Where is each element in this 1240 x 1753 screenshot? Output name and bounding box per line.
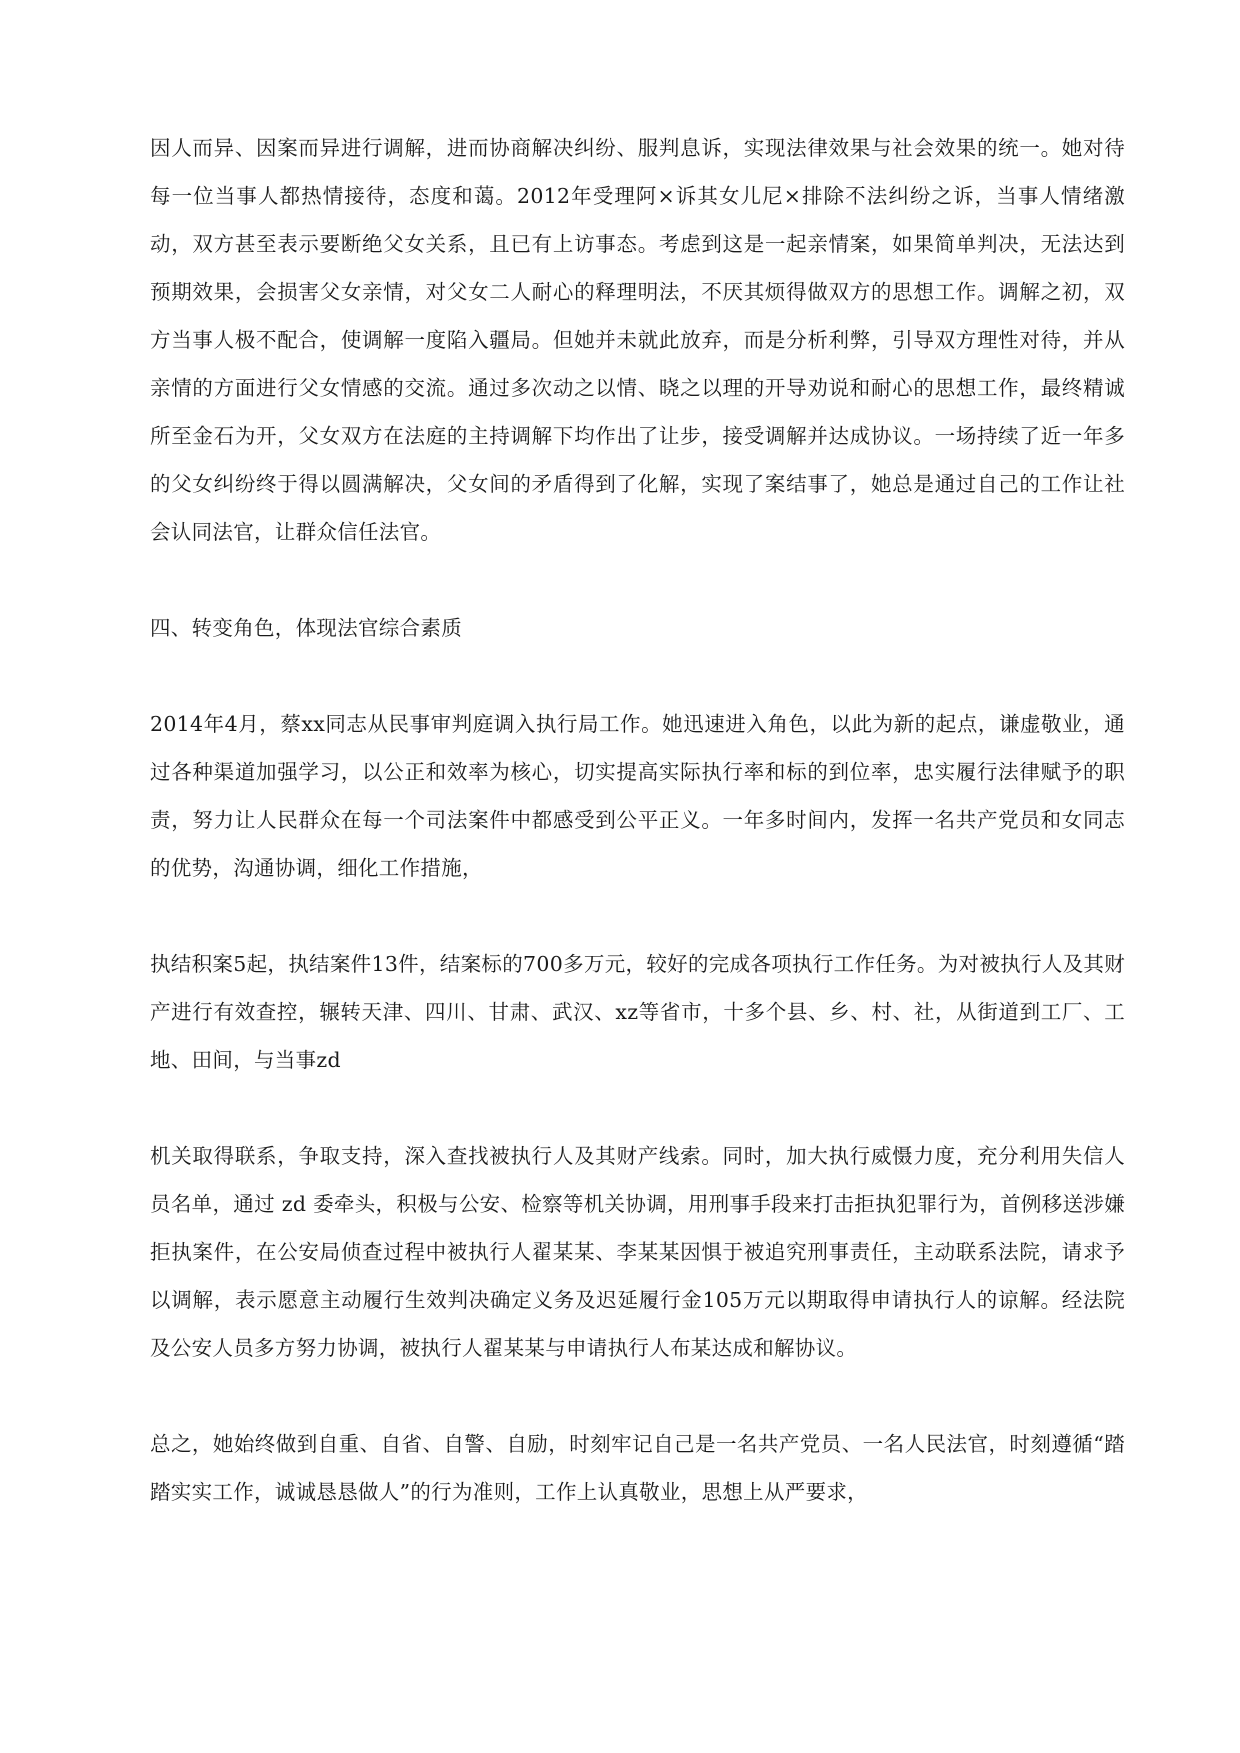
document-page <box>150 124 1125 1516</box>
paragraph-mediation-case: 因人而异、因案而异进行调解，进而协商解决纠纷、服判息诉，实现法律效果与社会效果的统一。她对待每一位当事人都热情接待，态度和蔼。2012年受理阿×诉其女儿尼×排除不法纠纷之诉，当事人情绪激动，双方甚至表示要断绝父女关系，且已有上访事态。考虑到这是一起亲情案，如果简单判决，无法达到预期效果，会损害父女亲情，对父女二人耐心的释理明法，不厌其烦得做双方的思想工作。调解之初，双方当事人极不配合，使调解一度陷入疆局。但她并未就此放弃，而是分析利弊，引导双方理性对待，并从亲情的方面进行父女情感的交流。通过多次动之以情、晓之以理的开导劝说和耐心的思想工作，最终精诚所至金石为开，父女双方在法庭的主持调解下均作出了让步，接受调解并达成协议。一场持续了近一年多的父女纠纷终于得以圆满解决，父女间的矛盾得到了化解，实现了案结事了，她总是通过自己的工作让社会认同法官，让群众信任法官。 <box>150 136 1125 544</box>
paragraph-execution-bureau: 2014年4月，蔡xx同志从民事审判庭调入执行局工作。她迅速进入角色，以此为新的起点，谦虚敬业，通过各种渠道加强学习，以公正和效率为核心，切实提高实际执行率和标的到位率，忠实履行法律赋予的职责，努力让人民群众在每一个司法案件中都感受到公平正义。一年多时间内，发挥一名共产党员和女同志的优势，沟通协调，细化工作措施， <box>150 712 1125 880</box>
section-heading-role-change: 四、转变角色，体现法官综合素质 <box>150 616 462 640</box>
paragraph-deterrence-measures: 机关取得联系，争取支持，深入查找被执行人及其财产线索。同时，加大执行威慑力度，充分利用失信人员名单，通过 zd 委牵头，积极与公安、检察等机关协调，用刑事手段来打击拒执犯罪行为，首例移送涉嫌拒执案件，在公安局侦查过程中被执行人翟某某、李某某因惧于被追究刑事责任，主动联系法院，请求予以调解，表示愿意主动履行生效判决确定义务及迟延履行金105万元以期取得申请执行人的谅解。经法院及公安人员多方努力协调，被执行人翟某某与申请执行人布某达成和解协议。 <box>150 1144 1125 1360</box>
paragraph-conclusion: 总之，她始终做到自重、自省、自警、自励，时刻牢记自己是一名共产党员、一名人民法官，时刻遵循“踏踏实实工作，诚诚恳恳做人”的行为准则，工作上认真敬业，思想上从严要求， <box>150 1432 1125 1504</box>
paragraph-execution-results: 执结积案5起，执结案件13件，结案标的700多万元，较好的完成各项执行工作任务。为对被执行人及其财产进行有效查控，辗转天津、四川、甘肃、武汉、xz等省市，十多个县、乡、村、社，从街道到工厂、工地、田间，与当事zd <box>150 952 1125 1072</box>
